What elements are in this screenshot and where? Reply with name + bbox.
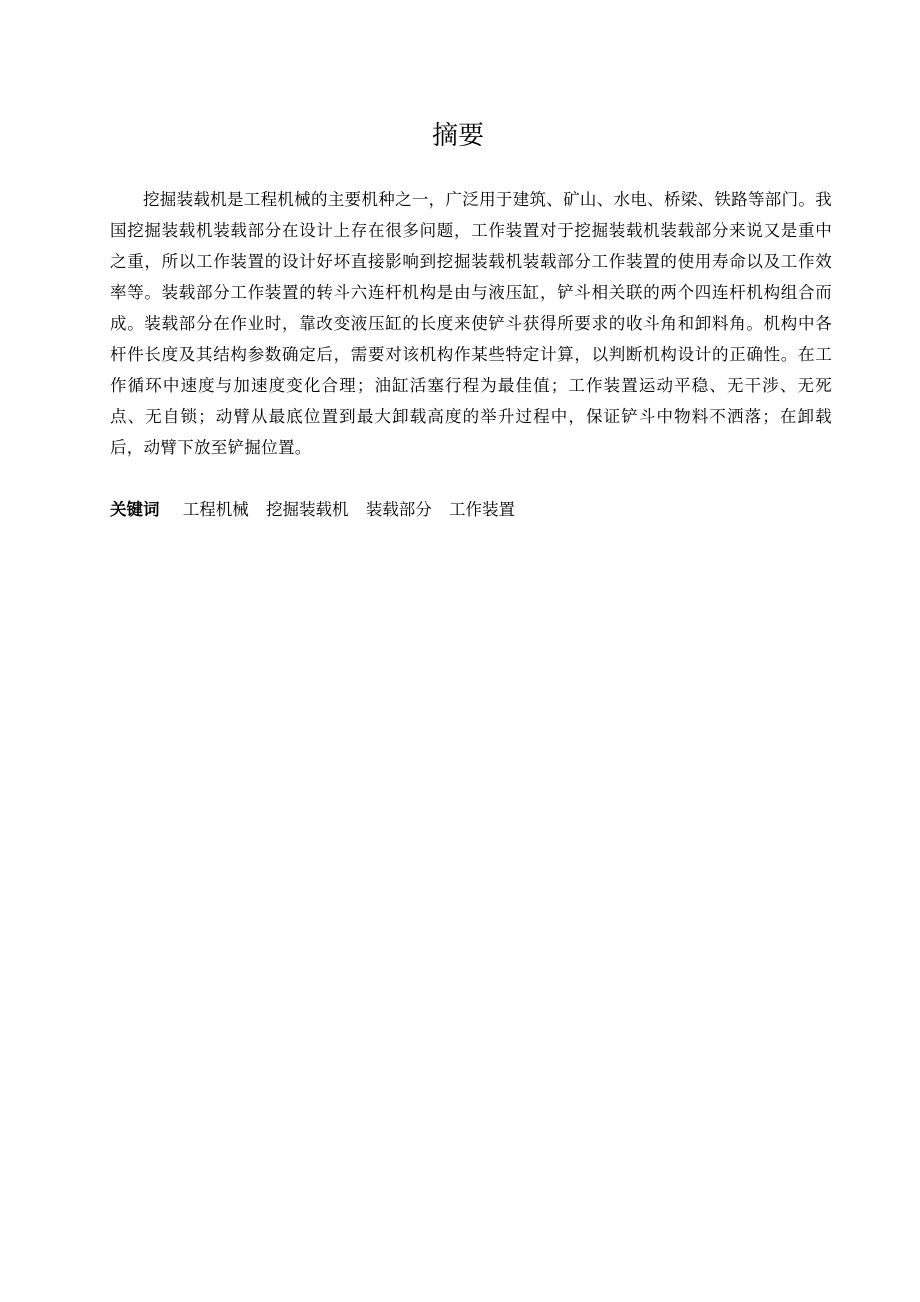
keyword-item: 工程机械 bbox=[182, 500, 249, 519]
keyword-item: 挖掘装载机 bbox=[266, 500, 349, 519]
page-title: 摘要 bbox=[431, 121, 484, 151]
keywords-line bbox=[110, 494, 832, 525]
keywords-label: 关键词 bbox=[110, 500, 160, 519]
keyword-item: 工作装置 bbox=[449, 500, 515, 519]
keyword-item: 装载部分 bbox=[365, 500, 432, 519]
abstract-paragraph: 挖掘装载机是工程机械的主要机种之一，广泛用于建筑、矿山、水电、桥梁、铁路等部门。我国挖掘装载机装载部分在设计上存在很多问题，工作装置对于挖掘装载机装载部分来说又是重中之重，所以工作装置的设计好坏直接影响到挖掘装载机装载部分工作装置的使用寿命以及工作效率等。装载部分工作装置的转斗六连杆机构是由与液压缸，铲斗相关联的两个四连杆机构组合而成。装载部分在作业时，靠改变液压缸的长度来使铲斗获得所要求的收斗角和卸料角。机构中各杆件长度及其结构参数确定后，需要对该机构作某些特定计算，以判断机构设计的正确性。在工作循环中速度与加速度变化合理；油缸活塞行程为最佳值；工作装置运动平稳、无干涉、无死点、无自锁；动臂从最底位置到最大卸载高度的举升过程中，保证铲斗中物料不洒落；在卸载后，动臂下放至铲掘位置。 bbox=[110, 190, 832, 457]
